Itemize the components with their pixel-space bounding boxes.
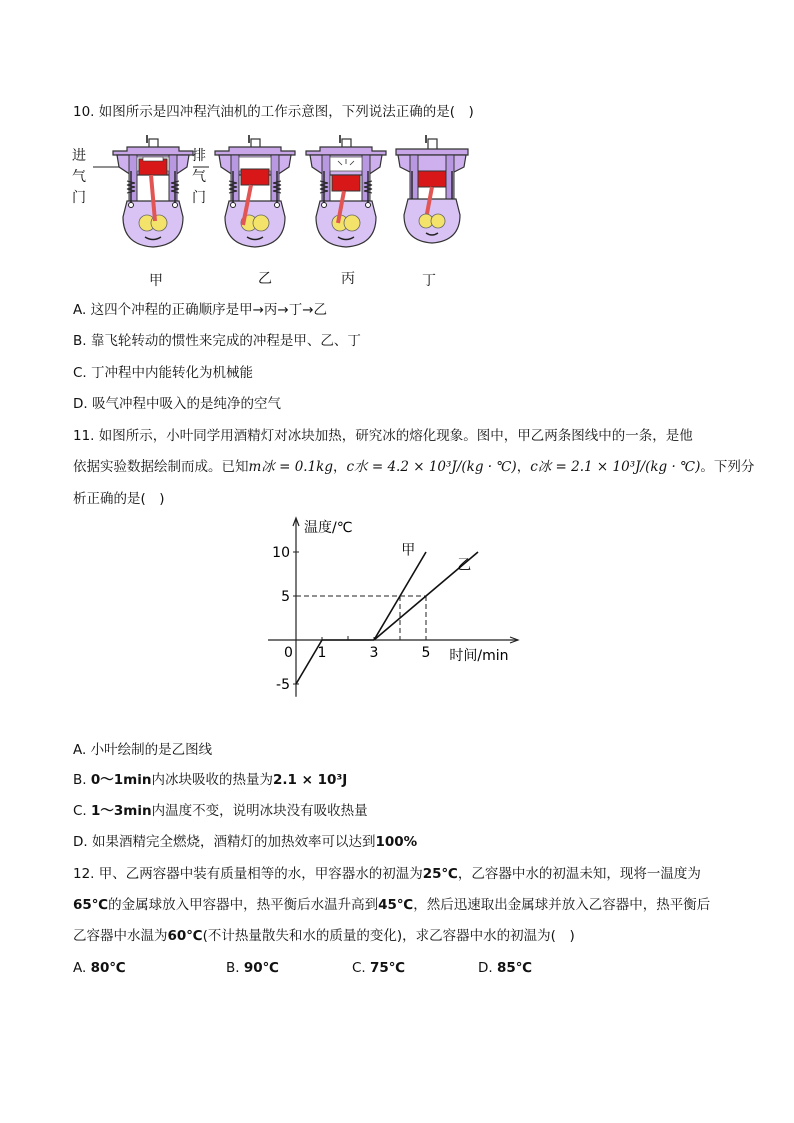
c-ice: c冰 = 2.1 × 10³J/(kg · ℃) xyxy=(530,459,701,475)
engine-bing xyxy=(306,135,386,247)
q10-option-b[interactable]: B. 靠飞轮转动的惯性来完成的冲程是甲、乙、丁 xyxy=(73,333,361,349)
q11-option-c[interactable]: C. 1～3min内温度不变，说明冰块没有吸收热量 xyxy=(73,803,368,819)
x-axis-label: 时间/min xyxy=(449,648,509,664)
q11-stem-line2: 依据实验数据绘制而成。已知m冰 = 0.1kg，c水 = 4.2 × 10³J/(kg · ℃)，c冰 = 2.1 × 10³J/(kg · ℃)。下列分 xyxy=(73,459,755,475)
engine-label-bing: 丙 xyxy=(341,271,355,287)
q10-option-c[interactable]: C. 丁冲程中内能转化为机械能 xyxy=(73,365,254,381)
x-tick-label-2: 5 xyxy=(421,645,431,661)
q11-stem-line2-b: 。下列分 xyxy=(700,459,755,475)
engine-jia xyxy=(93,135,193,247)
q11-option-b[interactable]: B. 0～1min内冰块吸收的热量为2.1 × 10³J xyxy=(73,772,348,788)
q10-stem: 10. 如图所示是四冲程汽油机的工作示意图，下列说法正确的是( ) xyxy=(73,104,474,120)
q11-stem-line3: 析正确的是( ) xyxy=(73,491,165,507)
exhaust-valve-label: 排气门 xyxy=(192,148,206,206)
series-label-jia: 甲 xyxy=(401,542,416,559)
q11-stem-line1: 11. 如图所示，小叶同学用酒精灯对冰块加热，研究冰的熔化现象。图中，甲乙两条图线中的一条，是他 xyxy=(73,428,693,444)
q12-stem-line1: 12. 甲、乙两容器中装有质量相等的水，甲容器水的初温为25℃，乙容器中水的初温未知，现将一温度为 xyxy=(73,866,701,882)
engine-ding xyxy=(396,135,468,243)
temperature-time-chart xyxy=(268,512,538,722)
q11-option-a[interactable]: A. 小叶绘制的是乙图线 xyxy=(73,742,213,758)
q11-option-d[interactable]: D. 如果酒精完全燃烧，酒精灯的加热效率可以达到100% xyxy=(73,834,418,850)
y-tick-label-1: 5 xyxy=(281,589,290,605)
engine-diagram xyxy=(0,135,794,295)
intake-valve-label: 进气门 xyxy=(72,148,86,206)
c-water: c水 = 4.2 × 10³J/(kg · ℃) xyxy=(346,459,517,475)
x-tick-label-1: 3 xyxy=(369,645,379,661)
series-line-0 xyxy=(296,640,322,684)
q12-option-d[interactable]: D. 85℃ xyxy=(478,960,533,976)
x-tick-label-0: 1 xyxy=(317,645,327,661)
q10-option-a[interactable]: A. 这四个冲程的正确顺序是甲→丙→丁→乙 xyxy=(73,302,328,318)
y-tick-label-0: 10 xyxy=(272,545,290,561)
mass-ice: m冰 = 0.1kg xyxy=(248,459,333,475)
q12-stem-line2: 65℃的金属球放入甲容器中，热平衡后水温升高到45℃，然后迅速取出金属球并放入乙容器中，热平衡后 xyxy=(73,897,711,913)
y-axis-label: 温度/℃ xyxy=(304,520,353,536)
y-tick-label-2: -5 xyxy=(276,677,290,693)
series-label-yi: 乙 xyxy=(457,557,472,574)
origin-label: 0 xyxy=(284,645,293,661)
engine-label-yi: 乙 xyxy=(258,271,272,287)
q12-stem-line3: 乙容器中水温为60℃(不计热量散失和水的质量的变化)，求乙容器中水的初温为( ) xyxy=(73,928,575,944)
q12-option-b[interactable]: B. 90℃ xyxy=(226,960,279,976)
q10-option-d[interactable]: D. 吸气冲程中吸入的是纯净的空气 xyxy=(73,396,281,412)
q12-option-c[interactable]: C. 75℃ xyxy=(352,960,406,976)
engine-label-jia: 甲 xyxy=(149,273,163,289)
q12-option-a[interactable]: A. 80℃ xyxy=(73,960,126,976)
engine-label-ding: 丁 xyxy=(422,273,436,289)
q11-stem-line2-a: 依据实验数据绘制而成。已知 xyxy=(73,459,249,475)
engine-yi xyxy=(193,135,295,247)
